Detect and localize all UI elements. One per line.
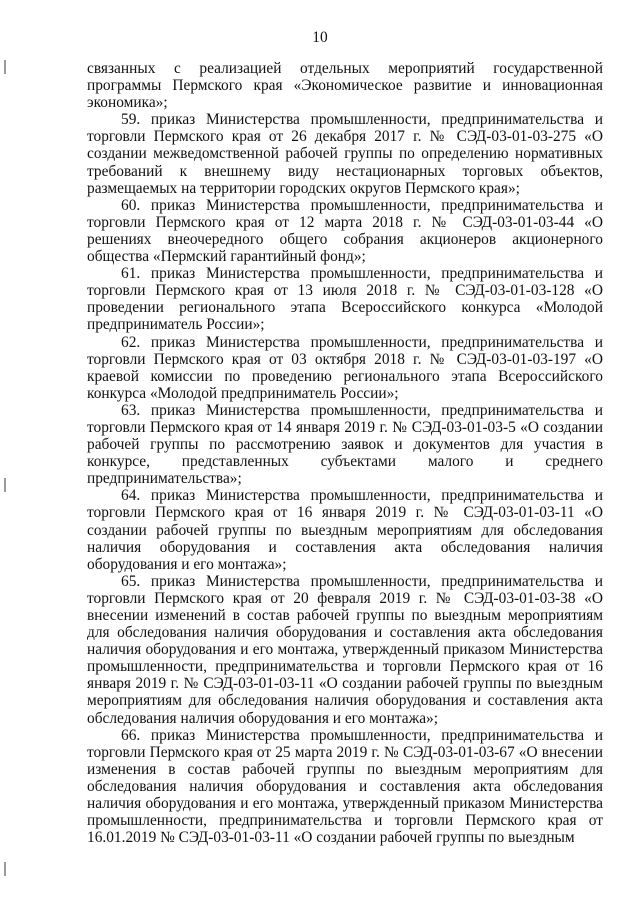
page-number: 10 xyxy=(312,29,328,46)
margin-mark xyxy=(4,60,6,74)
continuation-paragraph: связанных с реализацией отдельных мероприятий государственной программы Пермского края «Экономическое развитие и инновационная экономика»; xyxy=(87,60,603,112)
margin-mark xyxy=(4,862,6,876)
list-item: 64. приказ Министерства промышленности, предпринимательства и торговли Пермского края от 16 января 2019 г. № СЭД-03-01-03-11 «О создании рабочей группы по выездным мероприятиям для обследования наличия оборудования и составления акта обследования наличия оборудования и его монтажа»; xyxy=(87,487,603,573)
list-item: 62. приказ Министерства промышленности, предпринимательства и торговли Пермского края от 03 октября 2018 г. № СЭД-03-01-03-197 «О краевой комиссии по проведению регионального этапа Всероссийского конкурса «Молодой предприниматель России»; xyxy=(87,333,603,402)
list-item: 65. приказ Министерства промышленности, предпринимательства и торговли Пермского края от 20 февраля 2019 г. № СЭД-03-01-03-38 «О внесении изменений в состав рабочей группы по выездным мероприятиям для обследования наличия оборудования и составления акта обследования наличия оборудования и его монтажа, утвержденный приказом Министерства промышленности, предпринимательства и торговли Пермского края от 16 января 2019 г. № СЭД-03-01-03-11 «О создании рабочей группы по выездным мероприятиям для обследования наличия оборудования и составления акта обследования наличия оборудования и его монтажа»; xyxy=(87,572,603,727)
list-item: 59. приказ Министерства промышленности, предпринимательства и торговли Пермского края от 26 декабря 2017 г. № СЭД-03-01-03-275 «О создании межведомственной рабочей группы по определению нормативных требований к внешнему виду нестационарных торговых объектов, размещаемых на территории городских округов Пермского края»; xyxy=(87,111,603,197)
list-item: 60. приказ Министерства промышленности, предпринимательства и торговли Пермского края от 12 марта 2018 г. № СЭД-03-01-03-44 «О решениях внеочередного общего собрания акционеров акционерного общества «Пермский гарантийный фонд»; xyxy=(87,196,603,266)
margin-mark xyxy=(4,478,6,492)
list-item: 66. приказ Министерства промышленности, предпринимательства и торговли Пермского края от 25 марта 2019 г. № СЭД-03-01-03-67 «О внесении изменения в состав рабочей группы по выездным мероприятиям для обследования наличия оборудования и составления акта обследования наличия оборудования и его монтажа, утвержденный приказом Министерства промышленности, предпринимательства и торговли Пермского края от 16.01.2019 № СЭД-03-01-03-11 «О создании рабочей группы по выездным xyxy=(87,726,603,847)
list-item: 63. приказ Министерства промышленности, предпринимательства и торговли Пермского края от 14 января 2019 г. № СЭД-03-01-03-5 «О создании рабочей группы по рассмотрению заявок и документов для участия в конкурсе, представленных субъектами малого и среднего предпринимательства»; xyxy=(87,401,603,488)
document-body xyxy=(87,60,603,846)
list-item: 61. приказ Министерства промышленности, предпринимательства и торговли Пермского края от 13 июля 2018 г. № СЭД-03-01-03-128 «О проведении регионального этапа Всероссийского конкурса «Молодой предприниматель России»; xyxy=(87,265,603,334)
